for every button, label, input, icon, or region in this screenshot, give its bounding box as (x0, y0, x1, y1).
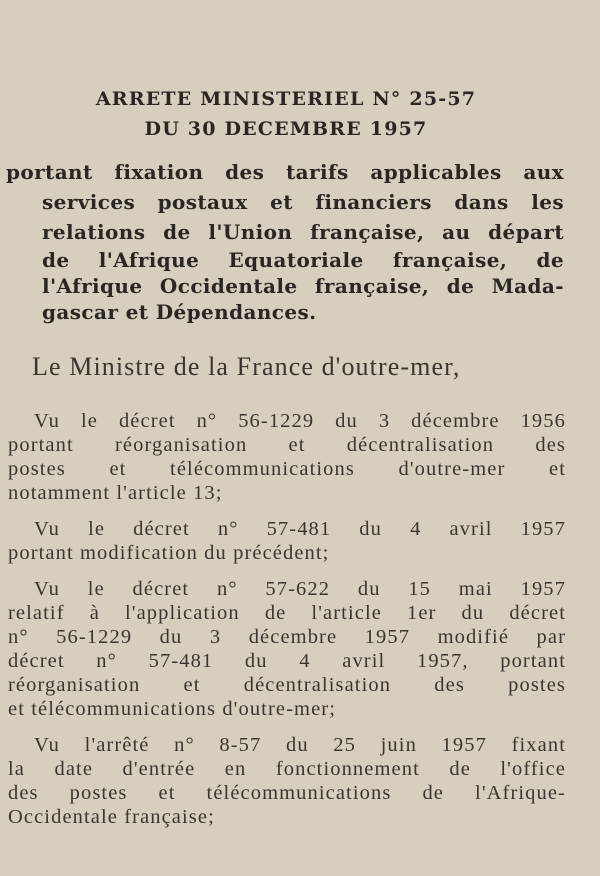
paragraph-line: décret n° 57-481 du 4 avril 1957, portant (8, 650, 566, 672)
decree-date: DU 30 DECEMBRE 1957 (144, 118, 428, 140)
paragraph-line: n° 56-1229 du 3 décembre 1957 modifié par (8, 626, 566, 648)
paragraph-line: Vu le décret n° 56-1229 du 3 décembre 1956 (34, 410, 566, 432)
paragraph-line: postes et télécommunications d'outre-mer et (8, 458, 566, 480)
subject-line: portant fixation des tarifs applicables aux (6, 160, 564, 184)
paragraph-line: Vu le décret n° 57-481 du 4 avril 1957 (34, 518, 566, 540)
subject-line: relations de l'Union française, au départ (42, 220, 564, 244)
paragraph-line: et télécommunications d'outre-mer; (8, 698, 336, 720)
paragraph-line: relatif à l'application de l'article 1er du décret (8, 602, 566, 624)
paragraph-line: Occidentale française; (8, 806, 215, 828)
paragraph-line: des postes et télécommunications de l'Afrique- (8, 782, 566, 804)
subject-line: de l'Afrique Equatoriale française, de (42, 248, 564, 272)
minister-heading: Le Ministre de la France d'outre-mer, (32, 352, 461, 381)
paragraph-line: notamment l'article 13; (8, 482, 223, 504)
subject-line: services postaux et financiers dans les (42, 190, 564, 214)
paragraph-line: Vu l'arrêté n° 8-57 du 25 juin 1957 fixant (34, 734, 566, 756)
subject-line: gascar et Dépendances. (42, 300, 317, 324)
subject-line: l'Afrique Occidentale française, de Mada- (42, 274, 564, 298)
decree-title: ARRETE MINISTERIEL N° 25-57 (95, 88, 477, 110)
paragraph-line: la date d'entrée en fonctionnement de l'office (8, 758, 566, 780)
paragraph-line: portant réorganisation et décentralisation des (8, 434, 566, 456)
paragraph-line: réorganisation et décentralisation des postes (8, 674, 566, 696)
paragraph-line: portant modification du précédent; (8, 542, 330, 564)
paragraph-line: Vu le décret n° 57-622 du 15 mai 1957 (34, 578, 566, 600)
